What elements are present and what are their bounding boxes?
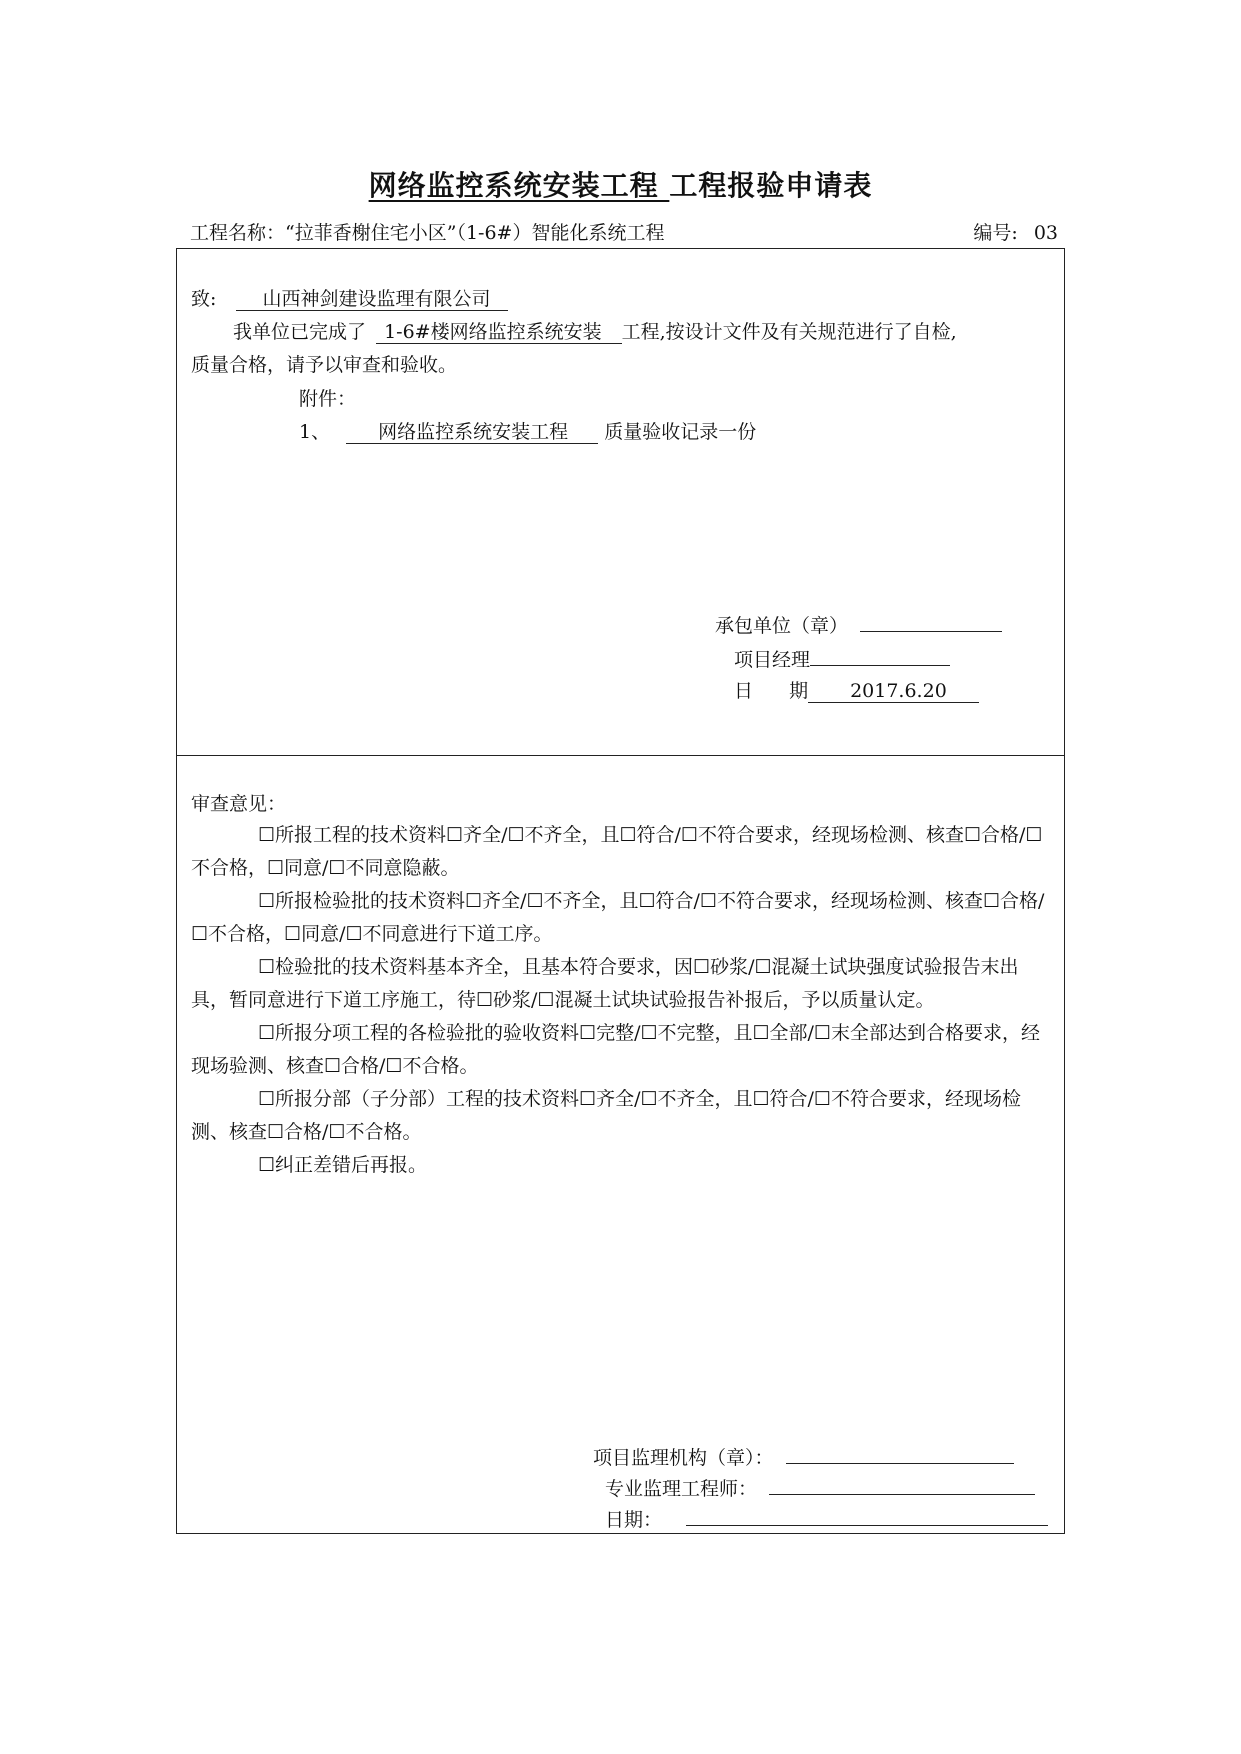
supervision-org-blank[interactable] [786, 1443, 1014, 1464]
form-number-label: 编号: [973, 222, 1018, 244]
statement-prefix: 我单位已完成了 [233, 321, 367, 343]
review-options [191, 819, 1053, 1182]
attachments-label: 附件： [299, 388, 357, 410]
review-heading: 审查意见： [191, 793, 287, 815]
review-date-label: 日期： [605, 1509, 663, 1531]
project-name-label: 工程名称： [190, 222, 286, 244]
contractor-blank[interactable] [860, 611, 1002, 632]
contractor-signature-line [715, 611, 1002, 639]
application-section [176, 248, 1065, 756]
review-option-conditional: ☐检验批的技术资料基本齐全，且基本符合要求，因☐砂浆/☐混凝土试块强度试验报告末出具，暂同意进行下道工序施工，待☐砂浆/☐混凝土试块试验报告补报后，予以质量认定。 [191, 956, 1019, 1011]
statement-suffix: 工程,按设计文件及有关规范进行了自检, [621, 321, 957, 343]
manager-blank[interactable] [810, 645, 950, 666]
addressee-label: 致: [191, 288, 217, 310]
manager-label: 项目经理 [734, 649, 811, 671]
date-label-char-1: 日 [734, 680, 754, 702]
attachment-index: 1、 [299, 421, 331, 443]
engineer-label: 专业监理工程师： [605, 1478, 758, 1500]
attachment-item [299, 419, 756, 445]
form-number-value: 03 [1033, 222, 1058, 244]
title-form-segment: 工程报验申请表 [669, 169, 873, 202]
contractor-label: 承包单位（章） [715, 615, 849, 637]
manager-signature-line [734, 645, 950, 673]
supervision-org-label: 项目监理机构（章）： [593, 1447, 774, 1469]
addressee-value: 山西神剑建设监理有限公司 [236, 288, 508, 311]
project-name-value: “拉菲香榭住宅小区”（1-6#）智能化系统工程 [285, 222, 665, 244]
review-date-blank[interactable] [686, 1505, 1048, 1526]
statement-line-2: 质量合格，请予以审查和验收。 [191, 354, 458, 376]
title-project-segment: 网络监控系统安装工程 [368, 169, 670, 202]
date-label-char-2: 期 [789, 680, 809, 702]
review-option-resubmit: ☐纠正差错后再报。 [258, 1154, 428, 1176]
review-option-subdivision: ☐所报分部（子分部）工程的技术资料☐齐全/☐不齐全，且☐符合/☐不符合要求，经现场检测、核查☐合格/☐不合格。 [191, 1088, 1021, 1143]
attachment-suffix: 质量验收记录一份 [604, 421, 757, 443]
application-date-value: 2017.6.20 [808, 680, 979, 703]
project-name-line [190, 218, 664, 245]
attachment-name: 网络监控系统安装工程 [346, 421, 598, 444]
application-date-line [734, 678, 979, 704]
page-title [0, 164, 1241, 204]
review-section [176, 755, 1065, 1534]
completion-statement [233, 319, 957, 345]
statement-project: 1-6#楼网络监控系统安装 [376, 321, 622, 344]
review-option-subitem: ☐所报分项工程的各检验批的验收资料☐完整/☐不完整，且☐全部/☐末全部达到合格要求，经现场验测、核查☐合格/☐不合格。 [191, 1022, 1040, 1077]
review-date-line [605, 1505, 1048, 1533]
review-option-next-process: ☐所报检验批的技术资料☐齐全/☐不齐全，且☐符合/☐不符合要求，经现场检测、核查☐合格/☐不合格，☐同意/☐不同意进行下道工序。 [191, 890, 1045, 945]
form-number [973, 218, 1058, 245]
review-option-hidden-works: ☐所报工程的技术资料☐齐全/☐不齐全，且☐符合/☐不符合要求，经现场检测、核查☐合格/☐不合格，☐同意/☐不同意隐蔽。 [191, 824, 1043, 879]
engineer-signature-line [605, 1474, 1035, 1502]
supervision-org-line [593, 1443, 1014, 1471]
engineer-blank[interactable] [769, 1474, 1035, 1495]
addressee-line [191, 286, 508, 312]
